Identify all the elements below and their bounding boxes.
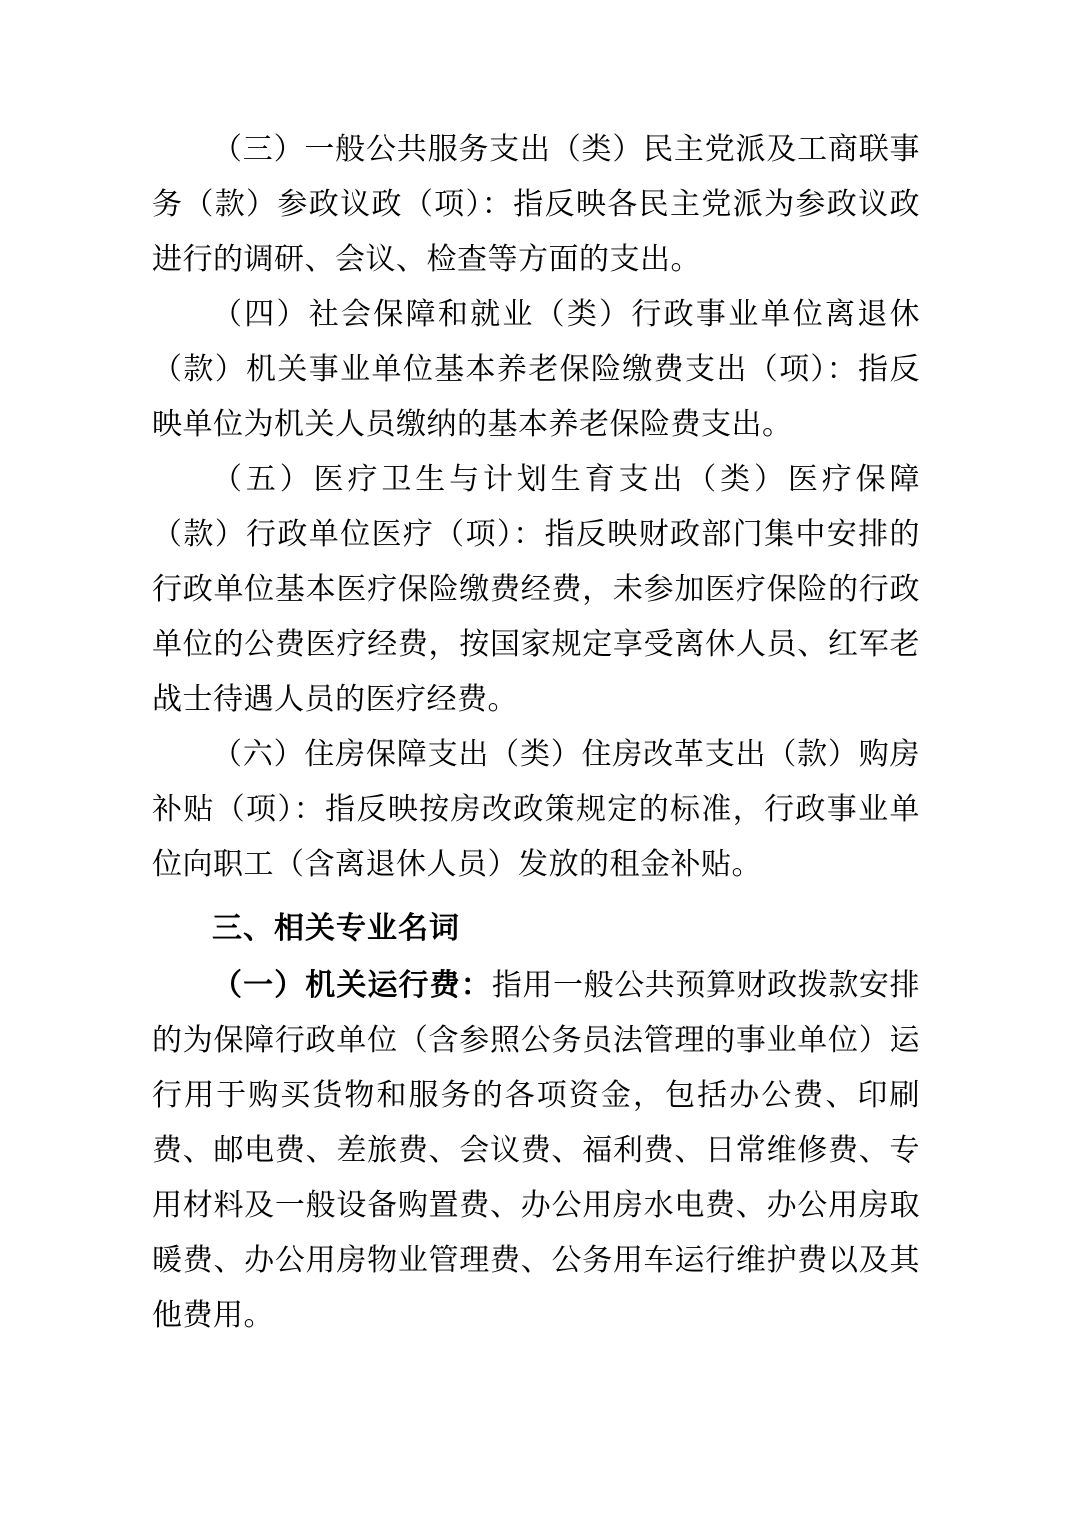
paragraph-clause-4: （四）社会保障和就业（类）行政事业单位离退休（款）机关事业单位基本养老保险缴费支出（项）：指反映单位为机关人员缴纳的基本养老保险费支出。 — [152, 297, 920, 442]
paragraph-clause-5: （五）医疗卫生与计划生育支出（类）医疗保障（款）行政单位医疗（项）：指反映财政部门集中安排的行政单位基本医疗保险缴费经费，未参加医疗保险的行政单位的公费医疗经费，按国家规定享受离休人员、红军老战士待遇人员的医疗经费。 — [152, 462, 920, 717]
term-paragraph — [152, 958, 920, 1343]
term-definition: 指用一般公共预算财政拨款安排的为保障行政单位（含参照公务员法管理的事业单位）运行用于购买货物和服务的各项资金，包括办公费、印刷费、邮电费、差旅费、会议费、福利费、日常维修费、专用材料及一般设备购置费、办公用房水电费、办公用房取暖费、办公用房物业管理费、公务用车运行维护费以及其他费用。 — [152, 968, 921, 1333]
term-label: （一）机关运行费： — [212, 968, 492, 1003]
paragraph-clause-3: （三）一般公共服务支出（类）民主党派及工商联事务（款）参政议政（项）：指反映各民主党派为参政议政进行的调研、会议、检查等方面的支出。 — [152, 132, 920, 277]
section-heading: 三、相关专业名词 — [212, 911, 460, 946]
paragraph-clause-6: （六）住房保障支出（类）住房改革支出（款）购房补贴（项）：指反映按房改政策规定的标准，行政事业单位向职工（含离退休人员）发放的租金补贴。 — [152, 737, 920, 882]
